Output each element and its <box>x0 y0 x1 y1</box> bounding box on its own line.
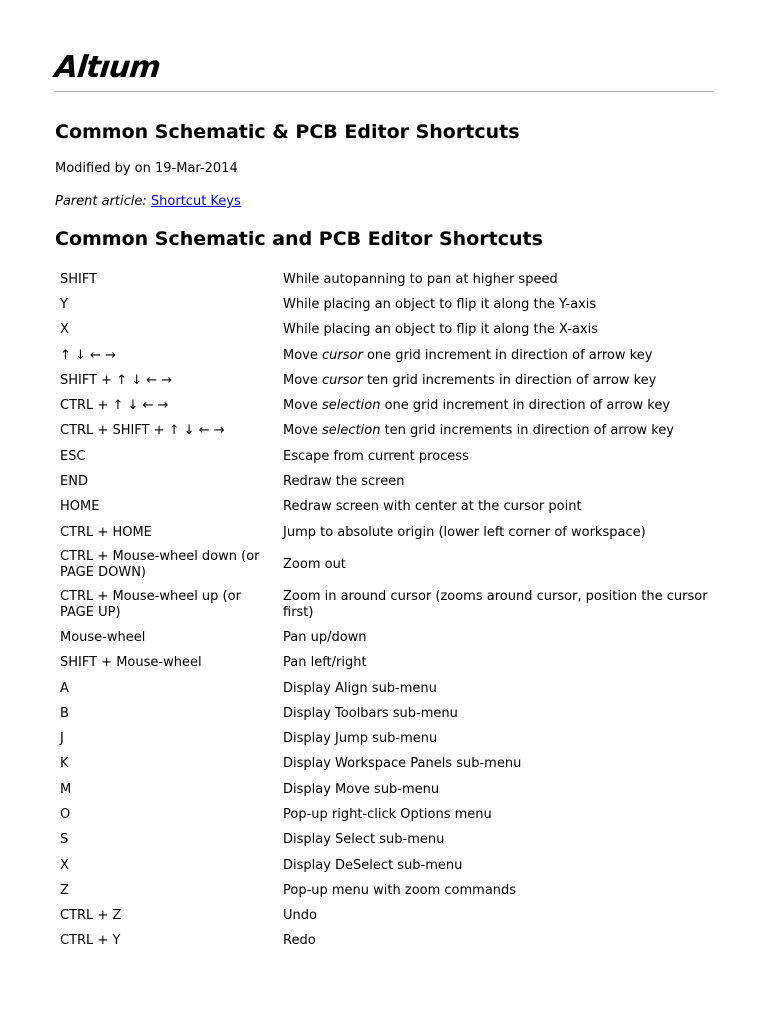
shortcut-description <box>278 701 713 726</box>
shortcut-key: CTRL + Mouse-wheel down (or PAGE DOWN) <box>60 549 260 581</box>
description-text: Redraw screen with center at the cursor point <box>283 499 582 515</box>
shortcut-description <box>278 853 713 878</box>
shortcuts-table <box>55 267 713 954</box>
table-row <box>55 752 713 777</box>
shortcut-key: Z <box>60 882 69 898</box>
shortcut-key: Y <box>60 296 68 312</box>
shortcut-key: O <box>60 806 71 822</box>
shortcut-description <box>278 752 713 777</box>
table-row <box>55 267 713 292</box>
shortcut-key: CTRL + HOME <box>60 524 152 540</box>
shortcut-key: HOME <box>60 499 100 515</box>
table-row <box>55 929 713 954</box>
shortcut-key: CTRL + ↑ ↓ ← → <box>60 398 169 414</box>
parent-article <box>55 193 241 211</box>
description-text: Undo <box>283 908 317 924</box>
table-row <box>55 545 713 585</box>
description-text: Escape from current process <box>283 448 469 464</box>
altium-logo[interactable] <box>55 50 160 86</box>
description-text: Pan up/down <box>283 629 367 645</box>
shortcut-description <box>278 545 713 585</box>
table-row <box>55 318 713 343</box>
shortcut-key: CTRL + SHIFT + ↑ ↓ ← → <box>60 423 225 439</box>
shortcut-description <box>278 368 713 393</box>
table-row <box>55 444 713 469</box>
shortcut-description <box>278 292 713 317</box>
shortcut-key: SHIFT <box>60 271 98 287</box>
shortcut-key: END <box>60 474 88 490</box>
modified-info: Modified by on 19-Mar-2014 <box>55 161 238 176</box>
description-text-rest: one grid increment in direction of arrow key <box>380 398 671 414</box>
logo-text: Altıum <box>53 50 162 85</box>
shortcut-description <box>278 393 713 418</box>
table-row <box>55 585 713 625</box>
shortcut-key: X <box>60 322 69 338</box>
description-text: Display Toolbars sub-menu <box>283 705 458 721</box>
table-row <box>55 777 713 802</box>
header-divider <box>55 91 713 92</box>
description-text: Redo <box>283 933 316 949</box>
shortcut-description <box>278 828 713 853</box>
description-text: Display Select sub-menu <box>283 832 445 848</box>
description-text: Display Jump sub-menu <box>283 731 438 747</box>
description-text: While autopanning to pan at higher speed <box>283 271 558 287</box>
description-text: Move <box>283 423 322 439</box>
table-row <box>55 878 713 903</box>
description-emphasis: cursor <box>322 372 363 388</box>
table-row <box>55 419 713 444</box>
table-row <box>55 469 713 494</box>
shortcut-description <box>278 495 713 520</box>
parent-article-label: Parent article: <box>55 194 147 209</box>
description-text: Pop-up menu with zoom commands <box>283 882 517 898</box>
shortcut-description <box>278 651 713 676</box>
shortcut-key: S <box>60 832 69 848</box>
description-text: While placing an object to flip it along the X-axis <box>283 322 599 338</box>
shortcut-description <box>278 676 713 701</box>
shortcut-key: CTRL + Mouse-wheel up (or PAGE UP) <box>60 589 241 621</box>
shortcut-key: B <box>60 705 69 721</box>
shortcut-key: K <box>60 756 69 772</box>
table-row <box>55 853 713 878</box>
shortcut-key: CTRL + Z <box>60 908 122 924</box>
description-text: Pan left/right <box>283 655 367 671</box>
shortcut-description <box>278 777 713 802</box>
shortcut-key: J <box>60 731 64 747</box>
shortcut-description <box>278 585 713 625</box>
shortcut-description <box>278 469 713 494</box>
shortcut-description <box>278 267 713 292</box>
shortcut-key: A <box>60 680 69 696</box>
section-title: Common Schematic and PCB Editor Shortcuts <box>55 228 543 250</box>
shortcut-description <box>278 625 713 650</box>
description-text: Display Workspace Panels sub-menu <box>283 756 522 772</box>
page-title: Common Schematic & PCB Editor Shortcuts <box>55 121 520 143</box>
shortcut-description <box>278 520 713 545</box>
description-text: Zoom in around cursor (zooms around cursor, position the cursor first) <box>283 589 708 621</box>
description-text: Pop-up right-click Options menu <box>283 806 492 822</box>
shortcut-key: Mouse-wheel <box>60 629 146 645</box>
shortcut-description <box>278 343 713 368</box>
table-row <box>55 495 713 520</box>
table-row <box>55 520 713 545</box>
table-row <box>55 393 713 418</box>
shortcut-key: SHIFT + ↑ ↓ ← → <box>60 372 173 388</box>
shortcut-description <box>278 929 713 954</box>
shortcut-key: ↑ ↓ ← → <box>60 347 116 363</box>
table-row <box>55 726 713 751</box>
description-text: While placing an object to flip it along the Y-axis <box>283 296 597 312</box>
description-text: Move <box>283 372 322 388</box>
description-text-rest: ten grid increments in direction of arrow key <box>362 372 657 388</box>
description-text: Redraw the screen <box>283 474 405 490</box>
table-row <box>55 343 713 368</box>
description-text: Zoom out <box>283 557 346 573</box>
table-row <box>55 676 713 701</box>
shortcut-description <box>278 318 713 343</box>
description-text: Move <box>283 398 322 414</box>
table-row <box>55 625 713 650</box>
description-text-rest: one grid increment in direction of arrow key <box>362 347 653 363</box>
shortcut-key: ESC <box>60 448 86 464</box>
description-text: Display Move sub-menu <box>283 781 440 797</box>
description-emphasis: selection <box>322 398 381 414</box>
description-text: Display Align sub-menu <box>283 680 437 696</box>
shortcut-description <box>278 419 713 444</box>
table-row <box>55 828 713 853</box>
table-row <box>55 802 713 827</box>
description-text: Jump to absolute origin (lower left corner of workspace) <box>283 524 646 540</box>
table-row <box>55 292 713 317</box>
shortcut-description <box>278 802 713 827</box>
shortcut-key: M <box>60 781 72 797</box>
shortcut-description <box>278 904 713 929</box>
table-row <box>55 904 713 929</box>
shortcut-description <box>278 878 713 903</box>
shortcut-keys-link[interactable]: Shortcut Keys <box>150 194 241 209</box>
description-text-rest: ten grid increments in direction of arrow key <box>380 423 674 439</box>
description-emphasis: selection <box>322 423 381 439</box>
shortcut-key: X <box>60 857 69 873</box>
table-row <box>55 701 713 726</box>
table-row <box>55 368 713 393</box>
description-emphasis: cursor <box>322 347 363 363</box>
table-row <box>55 651 713 676</box>
shortcut-description <box>278 444 713 469</box>
description-text: Move <box>283 347 322 363</box>
description-text: Display DeSelect sub-menu <box>283 857 463 873</box>
shortcut-key: CTRL + Y <box>60 933 121 949</box>
shortcut-description <box>278 726 713 751</box>
shortcut-key: SHIFT + Mouse-wheel <box>60 655 202 671</box>
